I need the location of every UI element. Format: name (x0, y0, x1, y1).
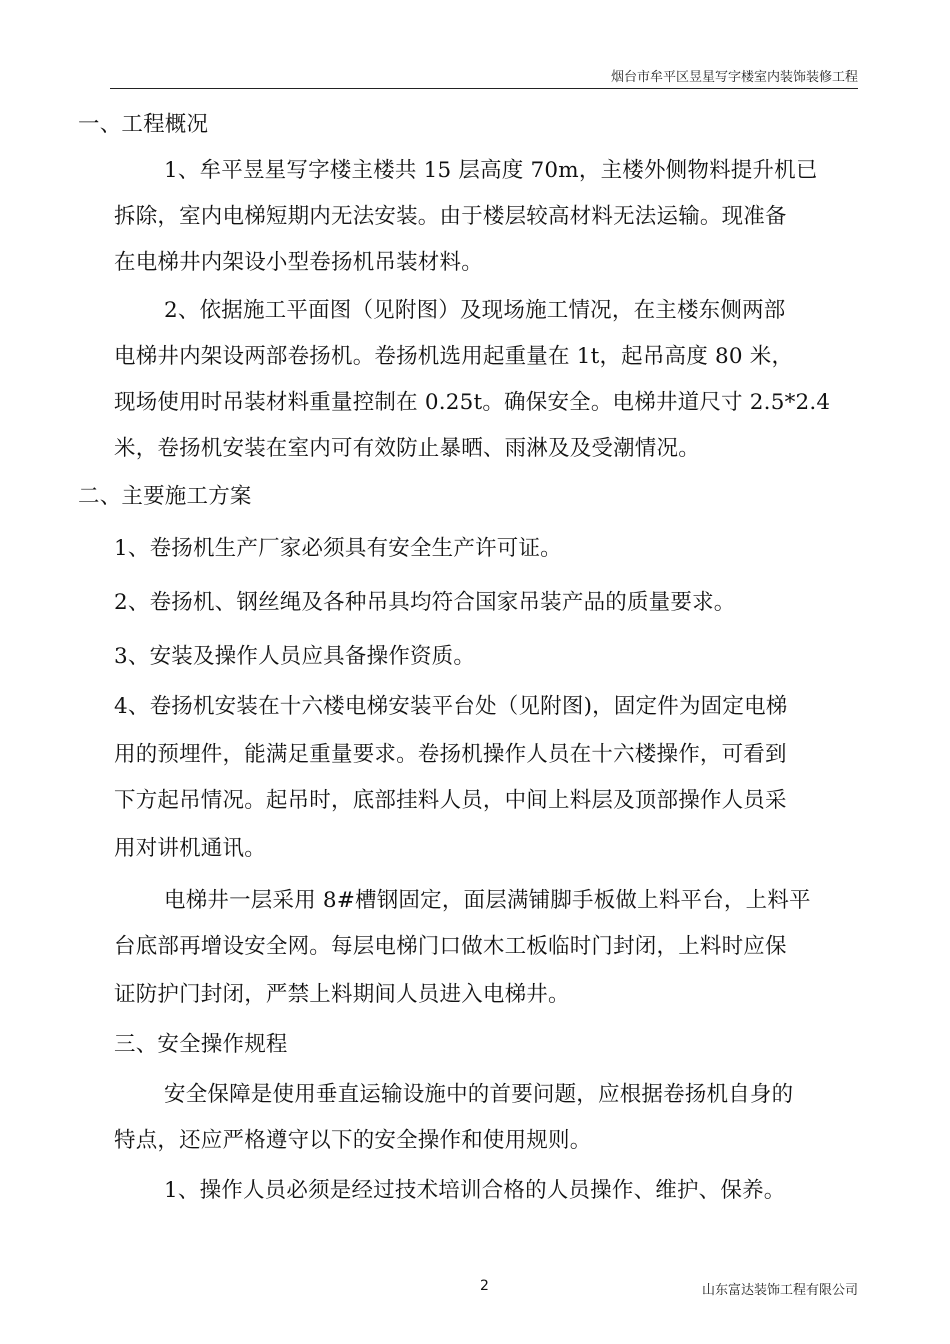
paragraph-line: 2、依据施工平面图（见附图）及现场施工情况，在主楼东侧两部 (164, 298, 786, 323)
list-item: 4、卷扬机安装在十六楼电梯安装平台处（见附图)，固定件为固定电梯 (114, 694, 788, 719)
paragraph-line: 1、牟平昱星写字楼主楼共 15 层高度 70m，主楼外侧物料提升机已 (164, 158, 818, 183)
paragraph-line: 安全保障是使用垂直运输设施中的首要问题，应根据卷扬机自身的 (164, 1082, 794, 1107)
paragraph-line: 证防护门封闭，严禁上料期间人员进入电梯井。 (114, 982, 570, 1007)
paragraph-line: 台底部再增设安全网。每层电梯门口做木工板临时门封闭，上料时应保 (114, 934, 787, 959)
paragraph-line: 用的预埋件，能满足重量要求。卷扬机操作人员在十六楼操作，可看到 (114, 742, 787, 767)
page-header (110, 64, 858, 89)
section-heading: 一、工程概况 (78, 112, 209, 137)
paragraph-line: 现场使用时吊装材料重量控制在 0.25t。确保安全。电梯井道尺寸 2.5*2.4 (114, 390, 831, 415)
list-item: 2、卷扬机、钢丝绳及各种吊具均符合国家吊装产品的质量要求。 (114, 590, 736, 615)
paragraph-line: 1、操作人员必须是经过技术培训合格的人员操作、维护、保养。 (164, 1178, 786, 1203)
list-item: 1、卷扬机生产厂家必须具有安全生产许可证。 (114, 536, 562, 561)
paragraph-line: 电梯井内架设两部卷扬机。卷扬机选用起重量在 1t，起吊高度 80 米， (114, 344, 794, 369)
paragraph-line: 特点，还应严格遵守以下的安全操作和使用规则。 (114, 1128, 592, 1153)
section-heading: 二、主要施工方案 (78, 484, 252, 509)
header-title: 烟台市牟平区昱星写字楼室内装饰装修工程 (610, 70, 858, 85)
paragraph-line: 下方起吊情况。起吊时，底部挂料人员，中间上料层及顶部操作人员采 (114, 788, 787, 813)
paragraph-line: 拆除，室内电梯短期内无法安装。由于楼层较高材料无法运输。现准备 (114, 204, 787, 229)
paragraph-line: 用对讲机通讯。 (114, 836, 266, 861)
paragraph-line: 在电梯井内架设小型卷扬机吊装材料。 (114, 250, 483, 275)
paragraph-line: 电梯井一层采用 8#槽钢固定，面层满铺脚手板做上料平台，上料平 (164, 888, 811, 913)
list-item: 3、安装及操作人员应具备操作资质。 (114, 644, 476, 669)
footer-company: 山东富达装饰工程有限公司 (701, 1283, 858, 1298)
section-heading: 三、安全操作规程 (114, 1032, 288, 1057)
paragraph-line: 米，卷扬机安装在室内可有效防止暴晒、雨淋及及受潮情况。 (114, 436, 700, 461)
page-number: 2 (480, 1278, 489, 1294)
